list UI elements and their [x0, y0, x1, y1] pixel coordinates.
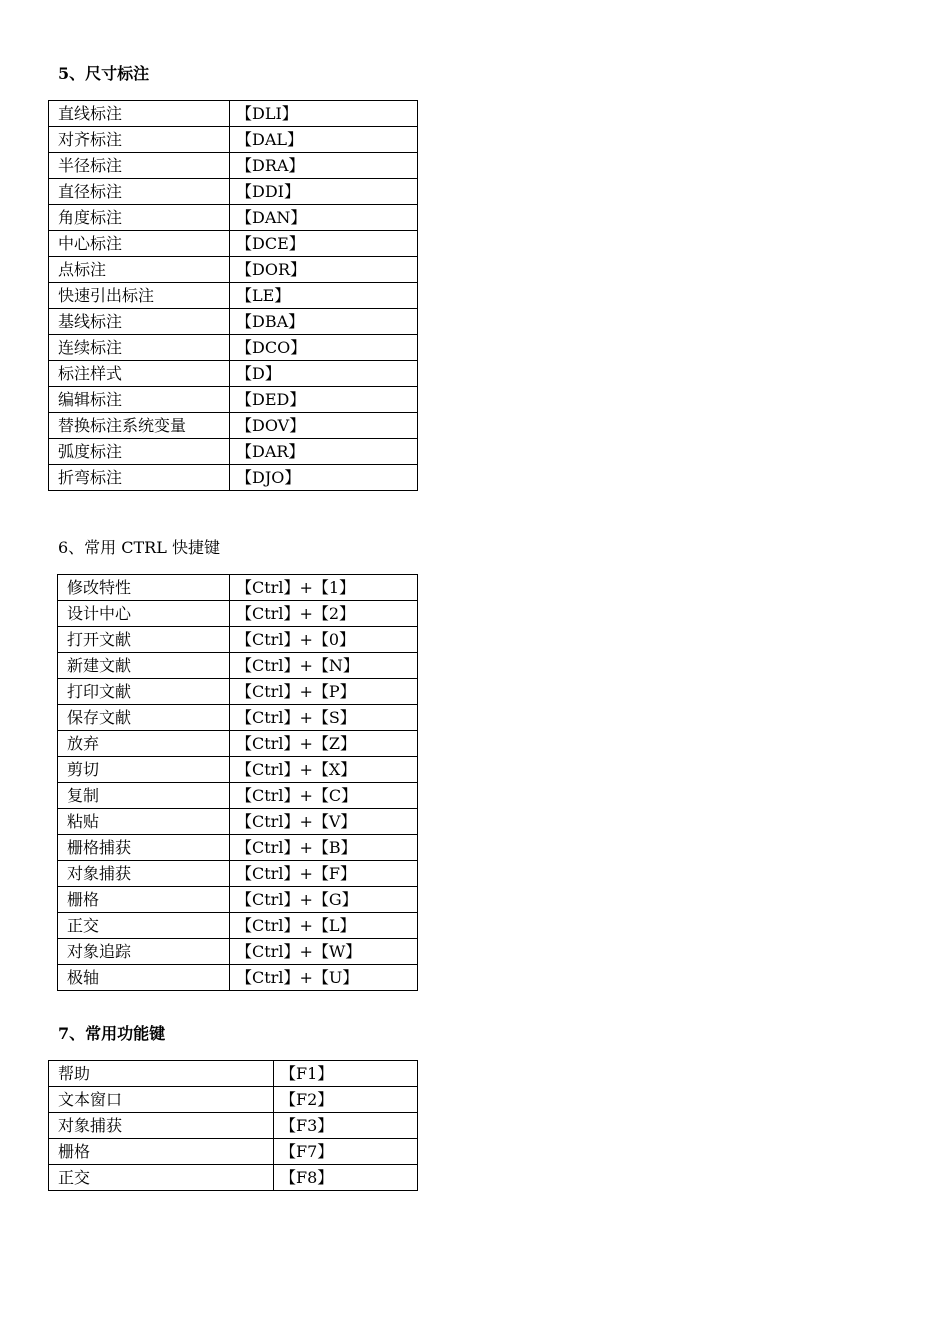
command-name-cell: 半径标注	[49, 153, 230, 179]
command-name-cell: 正交	[58, 913, 230, 939]
command-name-cell: 放弃	[58, 731, 230, 757]
command-name-cell: 极轴	[58, 965, 230, 991]
table-row	[58, 861, 418, 887]
table-row	[49, 1113, 418, 1139]
shortcut-key-cell: 【DED】	[230, 387, 418, 413]
shortcut-key-cell: 【F8】	[274, 1165, 418, 1191]
command-name-cell: 对象追踪	[58, 939, 230, 965]
command-name-cell: 对象捕获	[58, 861, 230, 887]
table-row	[58, 731, 418, 757]
command-name-cell: 点标注	[49, 257, 230, 283]
shortcut-key-cell: 【Ctrl】+【P】	[230, 679, 418, 705]
command-name-cell: 文本窗口	[49, 1087, 274, 1113]
shortcut-key-cell: 【DRA】	[230, 153, 418, 179]
table-row	[49, 101, 418, 127]
table-row	[49, 179, 418, 205]
table-row	[49, 127, 418, 153]
shortcut-key-cell: 【DLI】	[230, 101, 418, 127]
command-name-cell: 替换标注系统变量	[49, 413, 230, 439]
table-row	[58, 653, 418, 679]
shortcut-key-cell: 【DAL】	[230, 127, 418, 153]
table-row	[49, 1061, 418, 1087]
command-name-cell: 栅格	[49, 1139, 274, 1165]
command-name-cell: 标注样式	[49, 361, 230, 387]
table-row	[58, 757, 418, 783]
command-name-cell: 快速引出标注	[49, 283, 230, 309]
shortcut-key-cell: 【Ctrl】+【X】	[230, 757, 418, 783]
table-row	[58, 575, 418, 601]
shortcut-key-cell: 【F3】	[274, 1113, 418, 1139]
shortcut-key-cell: 【Ctrl】+【L】	[230, 913, 418, 939]
shortcut-key-cell: 【Ctrl】+【1】	[230, 575, 418, 601]
table-row	[49, 1139, 418, 1165]
command-name-cell: 剪切	[58, 757, 230, 783]
shortcut-key-cell: 【Ctrl】+【2】	[230, 601, 418, 627]
table-row	[49, 309, 418, 335]
shortcut-key-cell: 【Ctrl】+【F】	[230, 861, 418, 887]
shortcut-key-cell: 【Ctrl】+【U】	[230, 965, 418, 991]
table-row	[49, 153, 418, 179]
section-heading-dimension: 5、尺寸标注	[58, 64, 150, 83]
table-row	[58, 783, 418, 809]
command-name-cell: 复制	[58, 783, 230, 809]
shortcut-key-cell: 【Ctrl】+【N】	[230, 653, 418, 679]
shortcut-key-cell: 【DOV】	[230, 413, 418, 439]
command-name-cell: 弧度标注	[49, 439, 230, 465]
shortcut-key-cell: 【D】	[230, 361, 418, 387]
command-name-cell: 直径标注	[49, 179, 230, 205]
section-heading-ctrl-shortcuts: 6、常用 CTRL 快捷键	[58, 538, 220, 557]
table-row	[58, 887, 418, 913]
table-row	[49, 283, 418, 309]
table-row	[49, 335, 418, 361]
command-name-cell: 修改特性	[58, 575, 230, 601]
table-row	[49, 361, 418, 387]
shortcut-key-cell: 【LE】	[230, 283, 418, 309]
table-row	[58, 627, 418, 653]
shortcut-key-cell: 【F1】	[274, 1061, 418, 1087]
shortcut-key-cell: 【Ctrl】+【B】	[230, 835, 418, 861]
command-name-cell: 新建文献	[58, 653, 230, 679]
shortcut-key-cell: 【DJO】	[230, 465, 418, 491]
table-row	[49, 1087, 418, 1113]
section-heading-function-keys: 7、常用功能键	[58, 1024, 166, 1043]
command-name-cell: 打印文献	[58, 679, 230, 705]
command-name-cell: 打开文献	[58, 627, 230, 653]
shortcut-key-cell: 【DBA】	[230, 309, 418, 335]
shortcut-key-cell: 【F7】	[274, 1139, 418, 1165]
table-row	[58, 939, 418, 965]
command-name-cell: 折弯标注	[49, 465, 230, 491]
table-row	[58, 965, 418, 991]
shortcut-key-cell: 【DCE】	[230, 231, 418, 257]
table-row	[49, 1165, 418, 1191]
table-row	[58, 835, 418, 861]
table-row	[49, 387, 418, 413]
command-name-cell: 帮助	[49, 1061, 274, 1087]
command-name-cell: 对象捕获	[49, 1113, 274, 1139]
table-row	[58, 601, 418, 627]
table-row	[58, 809, 418, 835]
table-row	[49, 465, 418, 491]
command-name-cell: 粘贴	[58, 809, 230, 835]
shortcut-key-cell: 【F2】	[274, 1087, 418, 1113]
command-name-cell: 角度标注	[49, 205, 230, 231]
table-row	[58, 705, 418, 731]
function-key-table	[48, 1060, 418, 1191]
command-name-cell: 设计中心	[58, 601, 230, 627]
shortcut-key-cell: 【DCO】	[230, 335, 418, 361]
shortcut-key-cell: 【Ctrl】+【C】	[230, 783, 418, 809]
shortcut-key-cell: 【Ctrl】+【G】	[230, 887, 418, 913]
table-row	[58, 913, 418, 939]
shortcut-key-cell: 【Ctrl】+【V】	[230, 809, 418, 835]
command-name-cell: 编辑标注	[49, 387, 230, 413]
command-name-cell: 中心标注	[49, 231, 230, 257]
table-row	[49, 257, 418, 283]
shortcut-key-cell: 【DAR】	[230, 439, 418, 465]
shortcut-key-cell: 【Ctrl】+【Z】	[230, 731, 418, 757]
command-name-cell: 栅格	[58, 887, 230, 913]
shortcut-key-cell: 【DOR】	[230, 257, 418, 283]
command-name-cell: 栅格捕获	[58, 835, 230, 861]
shortcut-key-cell: 【Ctrl】+【W】	[230, 939, 418, 965]
command-name-cell: 正交	[49, 1165, 274, 1191]
table-row	[49, 413, 418, 439]
shortcut-key-cell: 【Ctrl】+【S】	[230, 705, 418, 731]
command-name-cell: 基线标注	[49, 309, 230, 335]
ctrl-shortcut-table	[57, 574, 418, 991]
table-row	[49, 231, 418, 257]
command-name-cell: 连续标注	[49, 335, 230, 361]
command-name-cell: 保存文献	[58, 705, 230, 731]
shortcut-key-cell: 【Ctrl】+【0】	[230, 627, 418, 653]
shortcut-key-cell: 【DDI】	[230, 179, 418, 205]
table-row	[49, 205, 418, 231]
command-name-cell: 对齐标注	[49, 127, 230, 153]
table-row	[49, 439, 418, 465]
command-name-cell: 直线标注	[49, 101, 230, 127]
table-row	[58, 679, 418, 705]
dimension-shortcut-table	[48, 100, 418, 491]
shortcut-key-cell: 【DAN】	[230, 205, 418, 231]
